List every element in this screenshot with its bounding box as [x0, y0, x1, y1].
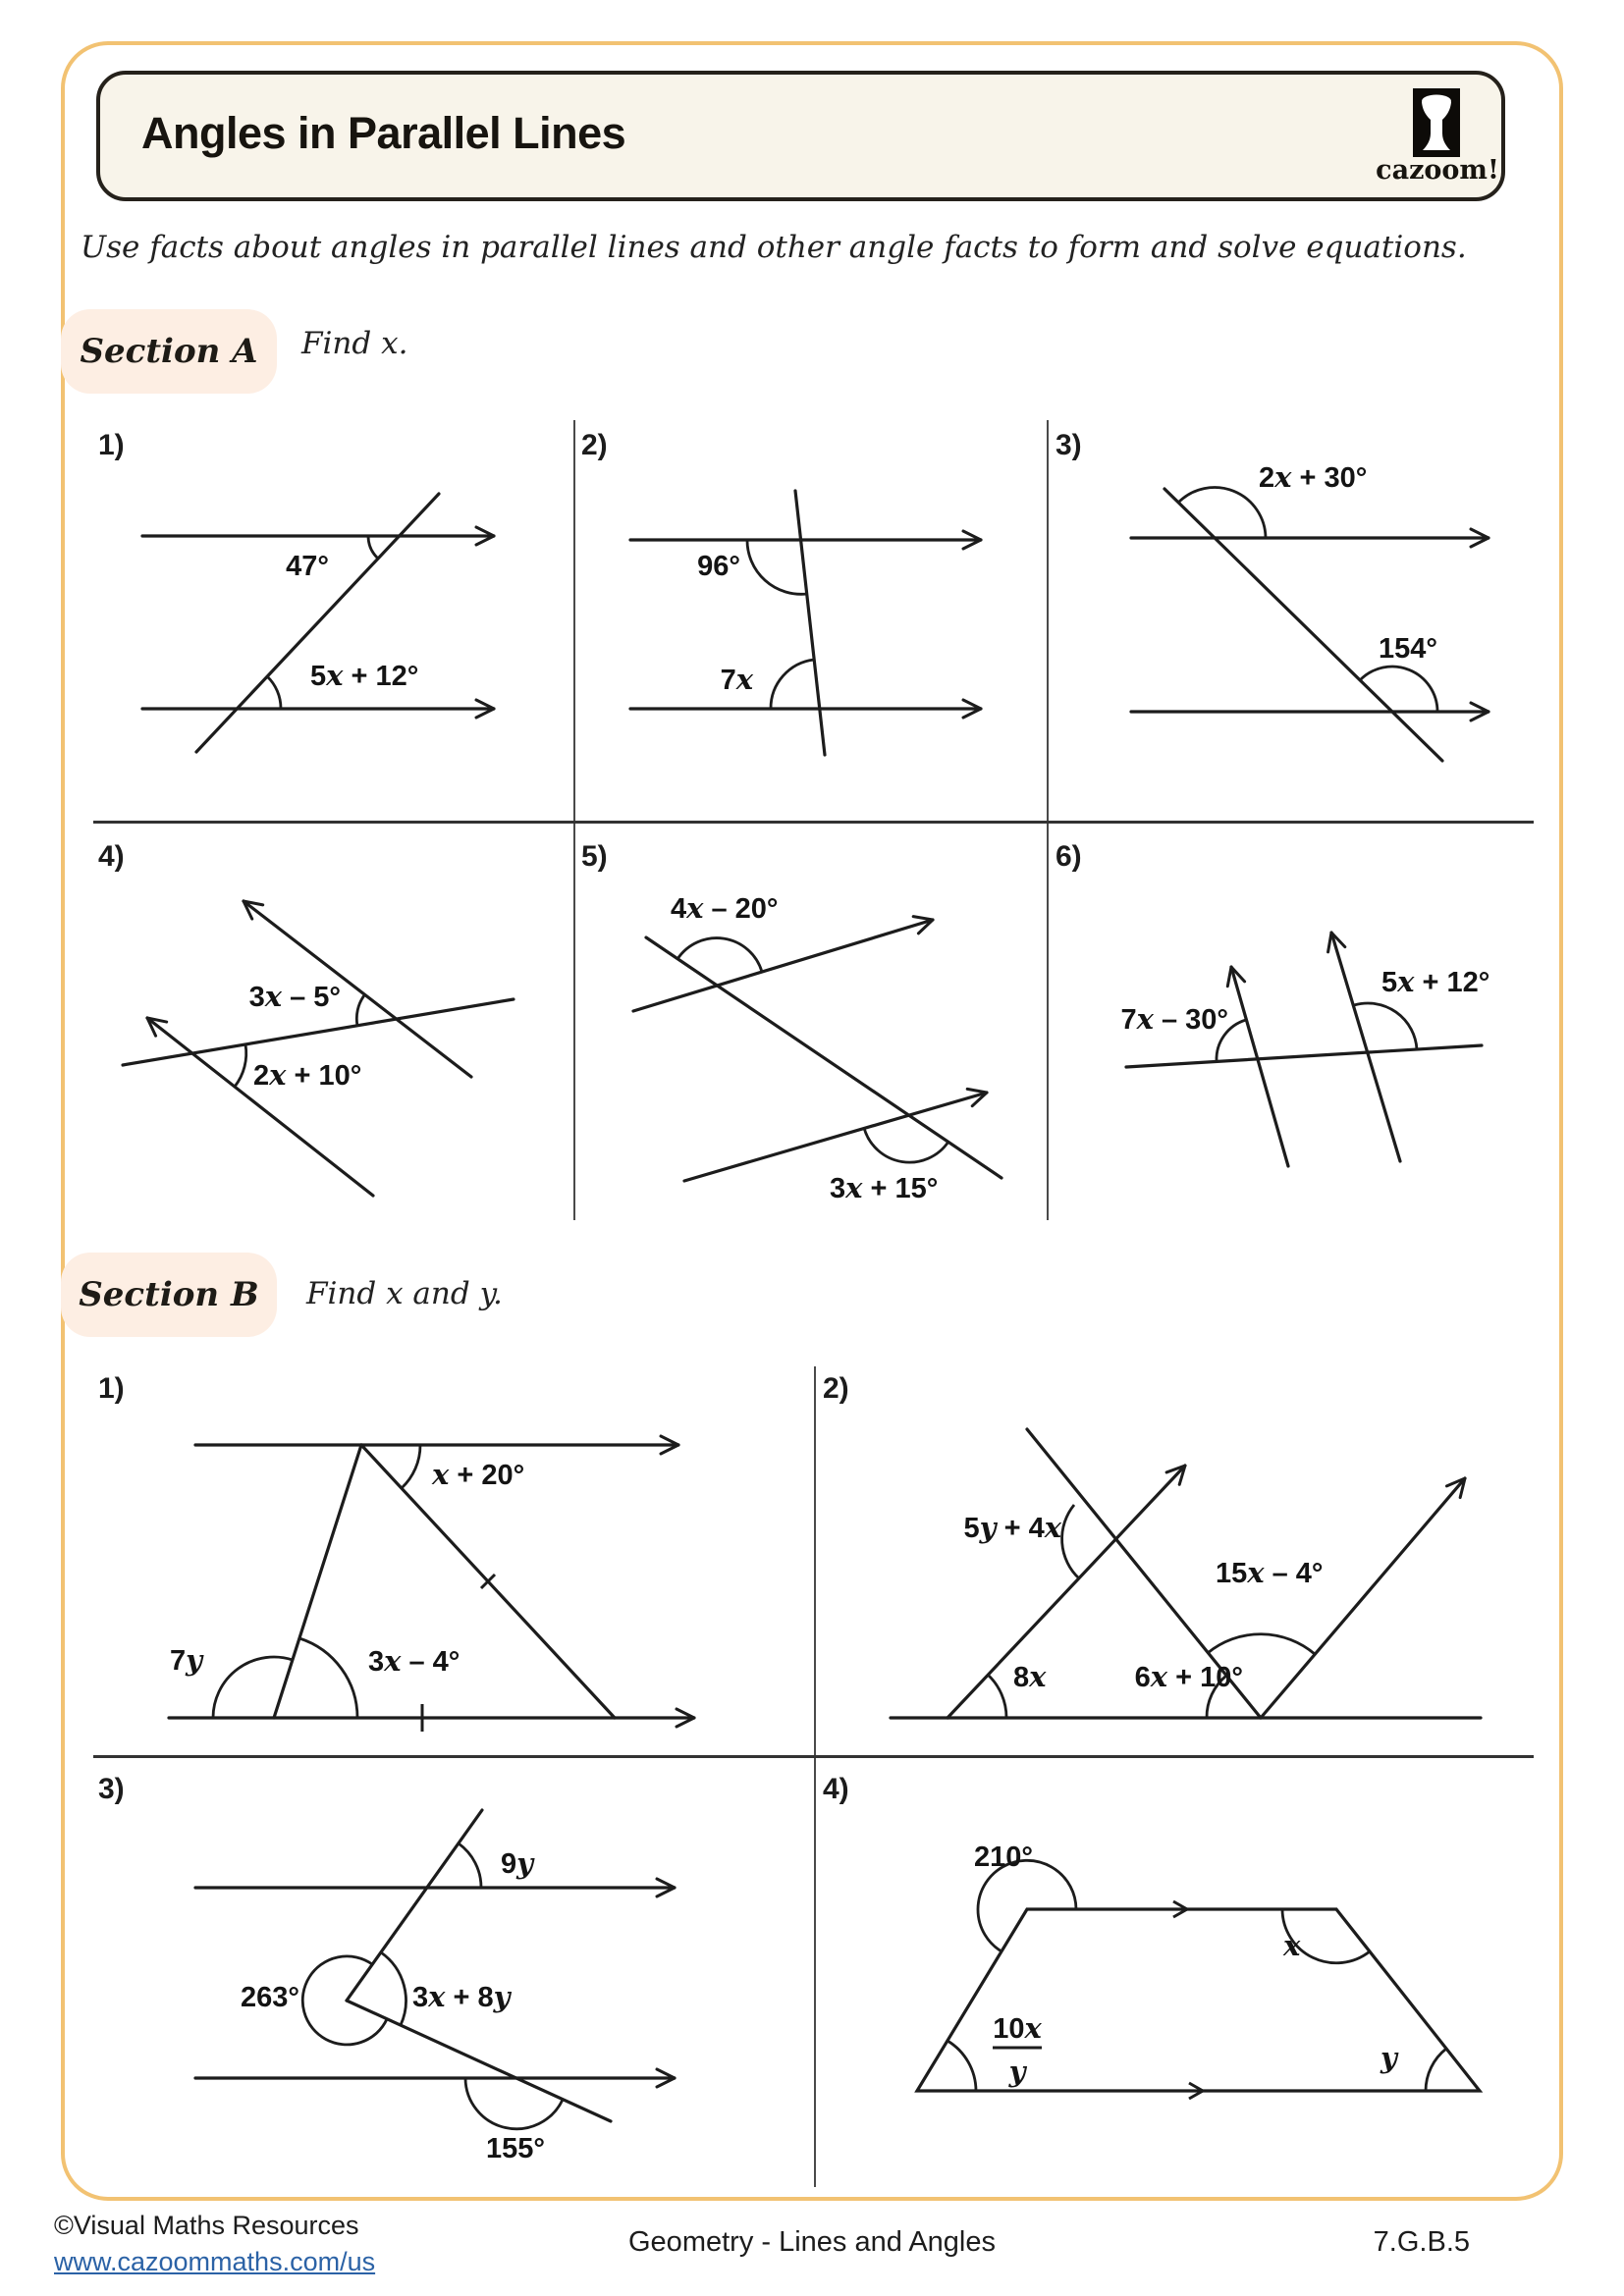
- angle-arc: [1426, 2049, 1446, 2091]
- footer-copyright: ©Visual Maths Resources: [54, 2211, 359, 2240]
- angle-arc: [465, 2078, 563, 2129]
- problem-a5-diagram: [573, 820, 1047, 1220]
- angle-label: 6x + 10°: [1134, 1660, 1243, 1693]
- transversal-line: [795, 491, 825, 755]
- angle-label: 154°: [1379, 633, 1437, 665]
- angle-label: 263°: [241, 1982, 299, 2013]
- problem-a5-number: 5): [581, 840, 608, 873]
- angle-label: 3x – 4°: [368, 1644, 460, 1678]
- problem-a1-diagram: [93, 422, 573, 820]
- header-box: [96, 71, 1505, 201]
- angle-label: y: [1380, 2041, 1397, 2074]
- angle-label: 96°: [697, 551, 740, 582]
- section-a-label: [61, 309, 277, 394]
- reflex-angle-arc: [302, 1956, 387, 2045]
- angle-label: x + 20°: [432, 1458, 525, 1491]
- reflex-angle-arc: [978, 1860, 1076, 1951]
- angle-arc: [771, 660, 814, 709]
- transversal-lower-segment: [347, 2001, 611, 2121]
- angle-label: 7x: [720, 663, 753, 696]
- section-a-label-text: Section A: [80, 332, 258, 371]
- angle-arc: [368, 536, 378, 559]
- fraction-denominator: y: [1008, 2055, 1026, 2088]
- brand-name: cazoom!: [1376, 155, 1499, 186]
- problem-b2-number: 2): [823, 1372, 849, 1405]
- angle-arc: [1208, 1634, 1315, 1654]
- angle-label: 8x: [1013, 1660, 1047, 1693]
- problem-b2-diagram: [814, 1364, 1532, 1753]
- djembe-drum-icon: [1413, 88, 1460, 157]
- angle-arc: [1178, 488, 1266, 538]
- angle-arc: [299, 1638, 357, 1718]
- problem-b3-number: 3): [98, 1773, 125, 1805]
- angle-arc: [988, 1675, 1006, 1718]
- angle-label: 155°: [486, 2133, 545, 2164]
- problem-a4-number: 4): [98, 840, 125, 873]
- problem-b4-diagram: [814, 1755, 1532, 2189]
- angle-label: x: [1283, 1929, 1301, 1962]
- angle-label: 4x – 20°: [671, 891, 779, 925]
- transversal-line: [196, 494, 439, 752]
- problem-b4-number: 4): [823, 1773, 849, 1805]
- section-b-label-text: Section B: [79, 1275, 259, 1314]
- angle-arc: [267, 676, 281, 709]
- problem-b1-diagram: [93, 1364, 814, 1753]
- instruction-text: Use facts about angles in parallel lines and other angle facts to form and solve equations.: [81, 230, 1467, 265]
- angle-arc: [459, 1843, 481, 1888]
- angle-label: 5x + 12°: [1381, 965, 1490, 998]
- section-a-task: Find x.: [301, 326, 408, 361]
- problem-a1-number: 1): [98, 429, 125, 461]
- problem-a3-number: 3): [1056, 429, 1082, 461]
- problem-a6-number: 6): [1056, 840, 1082, 873]
- angle-label: 2x + 10°: [253, 1058, 362, 1092]
- angle-label: 3x + 15°: [830, 1171, 939, 1204]
- angle-arc: [1062, 1505, 1079, 1578]
- angle-arc: [213, 1657, 293, 1718]
- section-b-task: Find x and y.: [306, 1276, 503, 1311]
- parallel-line-left: [147, 1018, 373, 1196]
- angle-arc: [235, 1044, 246, 1087]
- angle-label: 5x + 12°: [310, 659, 419, 692]
- angle-arc: [402, 1445, 420, 1488]
- footer-url-link[interactable]: www.cazoommaths.com/us: [54, 2247, 376, 2276]
- angle-label: 7x – 30°: [1120, 1002, 1228, 1036]
- transversal-upper-segment: [347, 1810, 482, 2001]
- page-title: Angles in Parallel Lines: [141, 108, 626, 158]
- problem-b1-number: 1): [98, 1372, 125, 1405]
- problem-a6-diagram: [1047, 820, 1532, 1220]
- cazoom-logo-icon: [1413, 88, 1460, 157]
- parallel-line-top: [633, 920, 933, 1011]
- angle-label: 15x – 4°: [1216, 1556, 1324, 1589]
- angle-arc: [381, 1952, 406, 2025]
- angle-arc: [747, 540, 807, 594]
- angle-label: 3x + 8y: [412, 1980, 511, 2013]
- footer-standard-code: 7.G.B.5: [1373, 2226, 1470, 2258]
- angle-label: 5y + 4x: [963, 1511, 1061, 1544]
- footer-subject: Geometry - Lines and Angles: [628, 2226, 996, 2258]
- problem-a2-diagram: [573, 422, 1047, 820]
- transversal-line: [1164, 489, 1442, 761]
- angle-label: 9y: [501, 1846, 533, 1880]
- angle-label: 2x + 30°: [1259, 460, 1368, 494]
- problem-a2-number: 2): [581, 429, 608, 461]
- angle-arc: [1360, 667, 1437, 712]
- angle-label: 47°: [286, 551, 329, 582]
- problem-a4-diagram: [93, 820, 573, 1220]
- angle-label: 210°: [974, 1842, 1033, 1873]
- section-b-label: [61, 1253, 277, 1337]
- transversal-line: [1126, 1045, 1482, 1067]
- angle-arc: [947, 2041, 976, 2091]
- fraction-numerator: 10x: [993, 2011, 1042, 2045]
- rising-ray-right: [1261, 1478, 1465, 1718]
- parallel-line-left: [1231, 967, 1288, 1166]
- problem-b3-diagram: [93, 1755, 814, 2189]
- angle-label: 3x – 5°: [248, 980, 341, 1013]
- angle-label: 7y: [170, 1643, 202, 1677]
- angle-arc: [356, 995, 364, 1026]
- problem-a3-diagram: [1047, 422, 1532, 820]
